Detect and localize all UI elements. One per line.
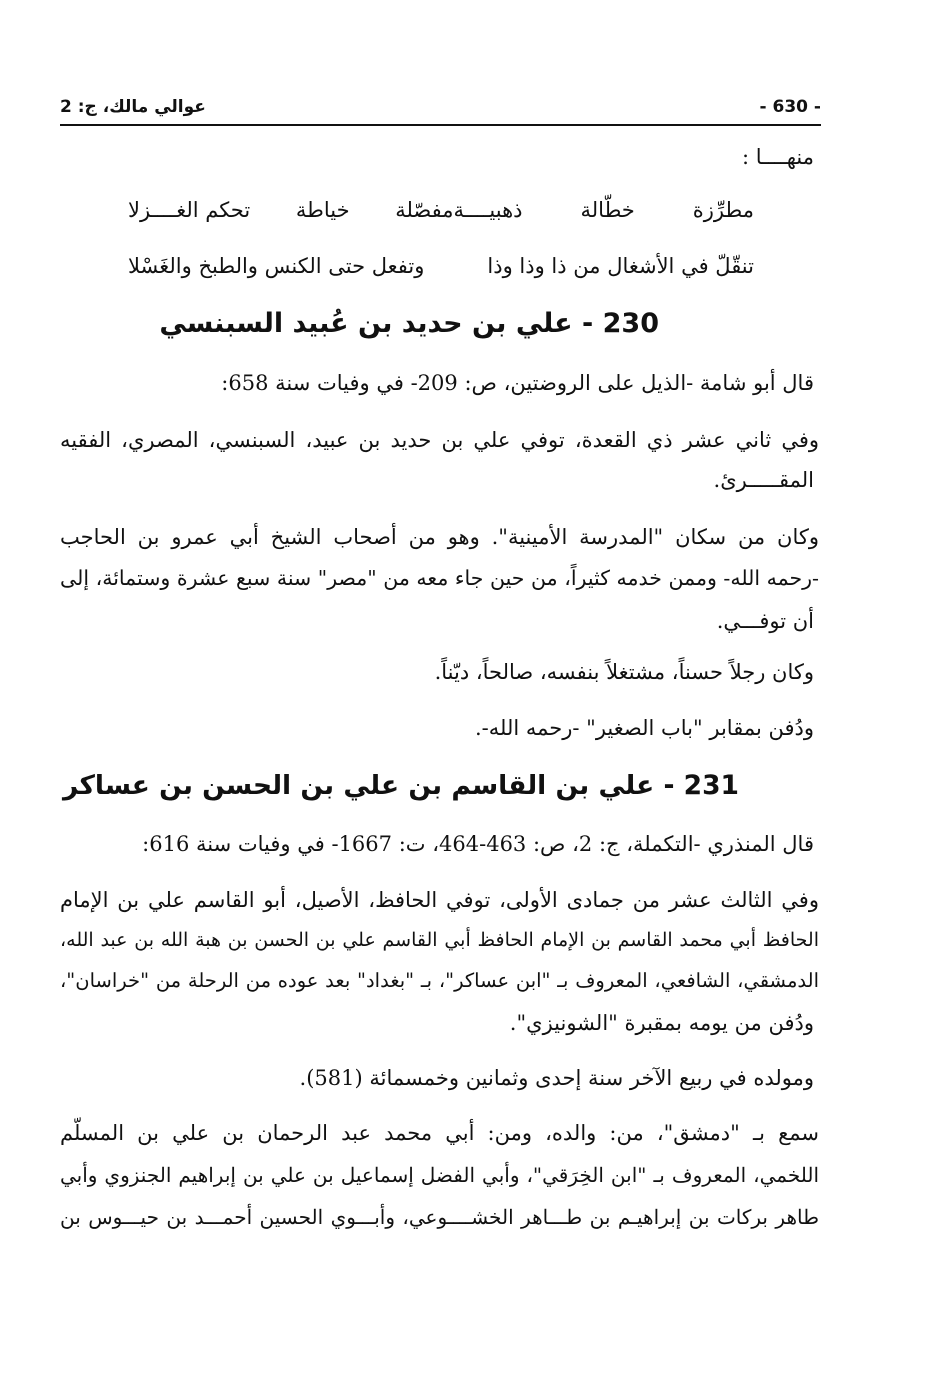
- entry-231-paragraph-1-line-4: ودُفن من يومه بمقبرة "الشونيزي".: [509, 1011, 814, 1035]
- entry-230-title: 230 - علي بن حديد بن عُبيد السبنسي: [159, 308, 659, 339]
- verse-word: مطرِّزة: [692, 198, 754, 222]
- entry-231-paragraph-3-line-2: اللخمي، المعروف بـ "ابن الخِرَقي"، وأبي الفضل إسماعيل بن علي بن إبراهيم الجنزوي وأبي: [60, 1163, 820, 1187]
- verse-word: ذهبيــــة: [453, 198, 523, 222]
- entry-230-paragraph-4: ودُفن بمقابر "باب الصغير" -رحمه الله-.: [475, 716, 814, 740]
- verse-line-2-left-hemistich: [128, 250, 454, 282]
- page-header: [60, 92, 821, 122]
- entry-231-paragraph-3-line-1: سمع بـ "دمشق"، من: والده، ومن: أبي محمد عبد الرحمان بن علي بن المسلّم: [60, 1121, 819, 1145]
- verse-word: تحكم الغــــزلا: [128, 198, 251, 222]
- verse-line-2-right-hemistich: [454, 250, 754, 282]
- verse-intro: منهــــا :: [741, 145, 814, 169]
- verse-hemistich-text: تنقّلّ في الأشغال من ذا وذا وذا: [487, 254, 754, 278]
- entry-230-paragraph-3: وكان رجلاً حسناً، مشتغلاً بنفسه، صالحاً، ديّناً.: [434, 660, 814, 684]
- entry-231-paragraph-1-line-3: الدمشقي، الشافعي، المعروف بـ "ابن عساكر"، بـ "بغداد" بعد عوده من الرحلة من "خراسان"،: [60, 969, 819, 992]
- entry-231-title: 231 - علي بن القاسم بن علي بن الحسن بن عساكر: [63, 770, 739, 801]
- entry-231-paragraph-1-line-2: الحافظ أبي محمد القاسم بن الإمام الحافظ أبي القاسم علي بن الحسن بن هبة الله بن عبد الله،: [60, 929, 819, 951]
- entry-230-paragraph-1-line-1: وفي ثاني عشر ذي القعدة، توفي علي بن حديد بن عبيد، السبنسي، المصري، الفقيه: [60, 428, 819, 452]
- entry-231-paragraph-1-line-1: وفي الثالث عشر من جمادى الأولى، توفي الحافظ، الأصيل، أبو القاسم علي بن الإمام: [60, 888, 819, 912]
- entry-230-paragraph-2-line-1: وكان من سكان "المدرسة الأمينية". وهو من أصحاب الشيخ أبي عمرو بن الحاجب: [60, 525, 819, 549]
- verse-word: خياطة: [295, 198, 350, 222]
- verse-line-1-left-hemistich: [128, 194, 454, 226]
- verse-word: خطّالة: [580, 198, 635, 222]
- header-divider: [60, 124, 821, 126]
- running-title: عوالي مالك، ج: 2: [60, 97, 206, 117]
- entry-231-paragraph-3-line-3: طاهر بركات بن إبراهيـم بن طـــاهر الخشــــوعي، وأبـــوي الحسين أحمـــد بن حيـــوس بن: [60, 1205, 819, 1229]
- entry-230-source: قال أبو شامة -الذيل على الروضتين، ص: 209- في وفيات سنة 658:: [221, 371, 814, 395]
- verse-hemistich-text: وتفعل حتى الكنس والطبخ والغَسْلا: [128, 254, 425, 278]
- verse-line-1-right-hemistich: [454, 194, 754, 226]
- verse-word: مفصّلة: [395, 198, 454, 222]
- entry-231-source: قال المنذري -التكملة، ج: 2، ص: 463-464، ت: 1667- في وفيات سنة 616:: [142, 832, 814, 856]
- page-number: - 630 -: [759, 97, 821, 117]
- entry-230-paragraph-1-line-2: المقـــــرئ.: [713, 468, 814, 492]
- verse-line-2: [128, 250, 754, 282]
- entry-231-paragraph-2: ومولده في ربيع الآخر سنة إحدى وثمانين وخمسمائة (581).: [299, 1066, 814, 1090]
- verse-line-1: [128, 194, 754, 226]
- entry-230-paragraph-2-line-2: -رحمه الله- وممن خدمه كثيراً، من حين جاء معه من "مصر" سنة سبع عشرة وستمائة، إلى: [60, 566, 819, 590]
- entry-230-paragraph-2-line-3: أن توفـــي.: [716, 609, 814, 633]
